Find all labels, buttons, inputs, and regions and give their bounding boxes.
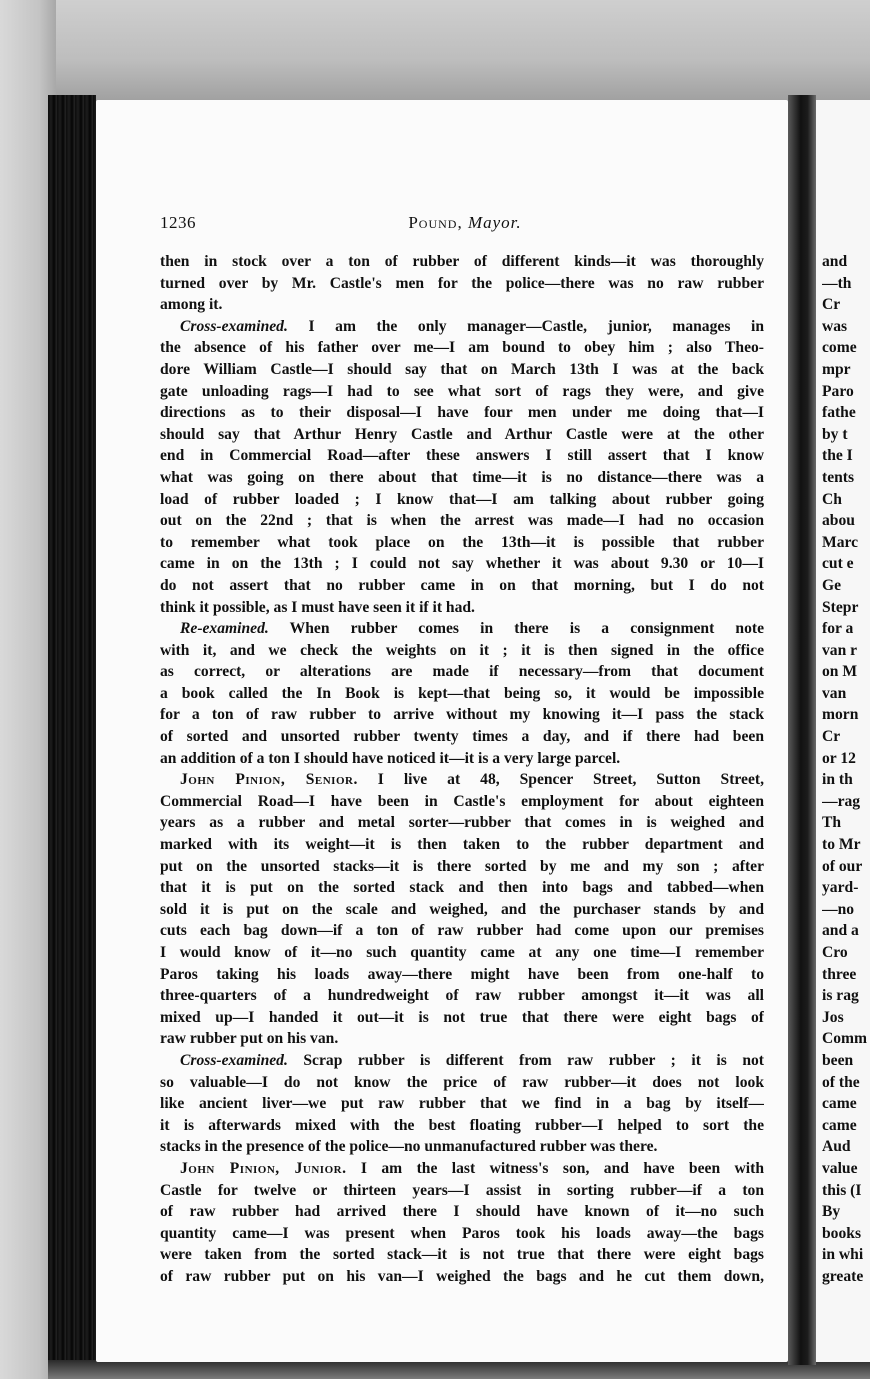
- right-page-line: By: [822, 1203, 841, 1221]
- text-line: [160, 316, 764, 338]
- text-line: [160, 424, 764, 446]
- right-page-line: Jos: [822, 1008, 844, 1026]
- section-lead: Re-examined.: [180, 620, 269, 638]
- right-page-line: —th: [822, 274, 852, 292]
- line-text: dore William Castle—I should say that on March 13th I was at the back: [160, 360, 764, 378]
- text-line: [160, 294, 764, 316]
- line-text: among it.: [160, 296, 223, 314]
- line-text: Scrap rubber is different from raw rubber ; it is not: [287, 1051, 764, 1069]
- line-text: cuts each bag down—if a ton of raw rubber had come upon our premises: [160, 922, 764, 940]
- right-page-line: books: [822, 1224, 862, 1242]
- left-page: [96, 100, 788, 1362]
- line-text: an addition of a ton I should have noticed it—it is a very large parcel.: [160, 749, 621, 767]
- line-text: out on the 22nd ; that is when the arrest was made—I had no occasion: [160, 512, 764, 530]
- text-line: [160, 920, 764, 942]
- right-page-line: and a: [822, 922, 859, 940]
- line-text: stacks in the presence of the police—no unmanufactured rubber was there.: [160, 1138, 658, 1156]
- line-text: directions as to their disposal—I have four men under me doing that—I: [160, 404, 764, 422]
- right-page-text: [822, 251, 870, 1288]
- line-text: to remember what took place on the 13th—it is possible that rubber: [160, 533, 764, 551]
- text-line: [160, 597, 764, 619]
- right-page-line: Ch: [822, 490, 842, 508]
- right-page-line: fathe: [822, 404, 856, 422]
- text-line: [160, 1158, 764, 1180]
- text-line: [160, 1028, 764, 1050]
- line-text: the absence of his father over me—I am bound to obey him ; also Theo-: [160, 339, 764, 357]
- right-page-line: Cro: [822, 944, 848, 961]
- witness-name: John Pinion, Junior.: [180, 1159, 347, 1177]
- right-page-line: and: [822, 253, 848, 270]
- text-line: [160, 704, 764, 726]
- line-text: marked with its weight—it is then taken to the rubber department and: [160, 836, 764, 854]
- right-page-line: Th: [822, 814, 842, 832]
- right-page-line: van: [822, 684, 847, 702]
- text-line: [160, 337, 764, 359]
- text-line: [160, 575, 764, 597]
- text-line: [160, 1050, 764, 1072]
- line-text: quantity came—I was present when Paros took his loads away—the bags: [160, 1224, 764, 1242]
- text-line: [160, 1266, 764, 1288]
- line-text: I am the last witness's son, and have been with: [346, 1159, 764, 1177]
- text-line: [160, 877, 764, 899]
- right-page-line: van r: [822, 641, 858, 659]
- line-text: end in Commercial Road—after these answers I still assert that I know: [160, 447, 764, 465]
- text-line: [160, 748, 764, 770]
- right-page-line: this (I: [822, 1181, 862, 1199]
- right-page-line: Ge: [822, 576, 842, 594]
- line-text: came in on the 13th ; I could not say whether it was about 9.30 or 10—I: [160, 555, 764, 573]
- text-line: [160, 532, 764, 554]
- right-page-line: Cr: [822, 728, 841, 746]
- right-page-line: was: [822, 317, 848, 335]
- line-text: When rubber comes in there is a consignment note: [268, 620, 764, 638]
- line-text: a book called the In Book is kept—that being so, it would be impossible: [160, 684, 764, 702]
- right-page-line: of the: [822, 1073, 860, 1091]
- line-text: I would know of it—no such quantity came at any one time—I remember: [160, 944, 764, 961]
- line-text: load of rubber loaded ; I know that—I am talking about rubber going: [160, 490, 764, 508]
- line-text: three-quarters of a hundredweight of raw rubber amongst it—it was all: [160, 987, 764, 1005]
- right-page-line: Stepr: [822, 598, 859, 616]
- right-page-line: came: [822, 1095, 857, 1113]
- right-page-line: value: [822, 1159, 858, 1177]
- text-line: [160, 683, 764, 705]
- text-line: [160, 834, 764, 856]
- right-page-line: three: [822, 965, 857, 983]
- right-page-line: tents: [822, 468, 855, 486]
- page-number: 1236: [160, 213, 196, 232]
- line-text: it is afterwards mixed with the best floating rubber—I helped to sort the: [160, 1116, 764, 1134]
- text-line: [160, 445, 764, 467]
- line-text: of raw rubber put on his van—I weighed the bags and he cut them down,: [160, 1267, 764, 1285]
- text-line: [160, 985, 764, 1007]
- text-line: [160, 1007, 764, 1029]
- line-text: then in stock over a ton of rubber of different kinds—it was thoroughly: [160, 253, 764, 270]
- right-page-line: Paro: [822, 382, 854, 400]
- line-text: I live at 48, Spencer Street, Sutton Street,: [357, 771, 764, 789]
- line-text: with it, and we check the weights on it ; it is then signed in the office: [160, 641, 764, 659]
- page-header: [160, 213, 770, 243]
- text-line: [160, 1180, 764, 1202]
- line-text: do not assert that no rubber came in on that morning, but I do not: [160, 576, 764, 594]
- text-line: [160, 381, 764, 403]
- text-line: [160, 273, 764, 295]
- line-text: were taken from the sorted stack—it is not true that there were eight bags: [160, 1246, 764, 1264]
- section-lead: Cross-examined.: [180, 1051, 288, 1069]
- text-line: [160, 1072, 764, 1094]
- line-text: Castle for twelve or thirteen years—I assist in sorting rubber—if a ton: [160, 1181, 764, 1199]
- right-page-line: cut e: [822, 555, 854, 573]
- right-page-line: for a: [822, 620, 854, 638]
- right-page-line: to Mr: [822, 836, 861, 854]
- line-text: for a ton of raw rubber to arrive without my knowing it—I pass the stack: [160, 706, 764, 724]
- running-head: [160, 213, 770, 233]
- text-line: [160, 1115, 764, 1137]
- running-head-name: Pound,: [408, 213, 463, 232]
- right-page-line: yard-: [822, 879, 859, 897]
- right-page-line: morn: [822, 706, 859, 724]
- section-lead: Cross-examined.: [180, 317, 288, 335]
- text-line: [160, 899, 764, 921]
- running-head-title: Mayor.: [467, 213, 522, 232]
- line-text: turned over by Mr. Castle's men for the police—there was no raw rubber: [160, 274, 764, 292]
- right-page-line: mpr: [822, 360, 851, 378]
- line-text: as correct, or alterations are made if necessary—from that document: [160, 663, 764, 681]
- right-page-line: in th: [822, 771, 853, 789]
- text-line: [160, 769, 764, 791]
- text-line: [160, 618, 764, 640]
- right-page-line: been: [822, 1051, 854, 1069]
- right-page-line: —rag: [822, 792, 861, 810]
- right-page-line: come: [822, 339, 857, 357]
- text-line: [160, 1244, 764, 1266]
- line-text: years as a rubber and metal sorter—rubber that comes in is weighed and: [160, 814, 764, 832]
- text-line: [160, 553, 764, 575]
- right-page-line: Cr: [822, 296, 841, 314]
- line-text: of sorted and unsorted rubber twenty times a day, and if there had been: [160, 728, 764, 746]
- line-text: think it possible, as I must have seen it if it had.: [160, 598, 475, 616]
- right-page-line: —no: [822, 900, 855, 918]
- right-page-line: is rag: [822, 987, 859, 1005]
- text-line: [160, 1093, 764, 1115]
- line-text: gate unloading rags—I had to see what sort of rags they were, and give: [160, 382, 764, 400]
- line-text: Paros taking his loads away—there might have been from one-half to: [160, 965, 764, 983]
- text-line: [160, 964, 764, 986]
- text-line: [160, 726, 764, 748]
- text-line: [160, 402, 764, 424]
- line-text: Commercial Road—I have been in Castle's employment for about eighteen: [160, 792, 764, 810]
- book-spine-edge: [48, 95, 96, 1365]
- right-page-line: Comm: [822, 1030, 868, 1048]
- text-line: [160, 489, 764, 511]
- text-line: [160, 791, 764, 813]
- scan-background-top: [0, 0, 870, 110]
- book-bottom-edge: [48, 1360, 870, 1379]
- line-text: so valuable—I do not know the price of raw rubber—it does not look: [160, 1073, 764, 1091]
- right-page-line: the I: [822, 447, 853, 465]
- right-page-line: greate: [822, 1267, 864, 1285]
- line-text: raw rubber put on his van.: [160, 1030, 339, 1048]
- right-page-line: Marc: [822, 533, 859, 551]
- right-page-line: or 12: [822, 749, 856, 767]
- text-line: [160, 661, 764, 683]
- line-text: mixed up—I handed it out—it is not true that there were eight bags of: [160, 1008, 764, 1026]
- text-line: [160, 359, 764, 381]
- right-page-line: abou: [822, 512, 855, 530]
- line-text: that it is put on the sorted stack and then into bags and tabbed—when: [160, 879, 764, 897]
- line-text: I am the only manager—Castle, junior, manages in: [287, 317, 764, 335]
- right-page-line: in whi: [822, 1246, 864, 1264]
- line-text: what was going on there about that time—it is no distance—there was a: [160, 468, 764, 486]
- right-page-line: of our: [822, 857, 863, 875]
- line-text: put on the unsorted stacks—it is there sorted by me and my son ; after: [160, 857, 764, 875]
- right-page-fragment: [816, 100, 870, 1362]
- witness-name: John Pinion, Senior.: [180, 771, 358, 789]
- line-text: of raw rubber had arrived there I should have known of it—no such: [160, 1203, 764, 1221]
- right-page-line: on M: [822, 663, 858, 681]
- line-text: like ancient liver—we put raw rubber that we find in a bag by itself—: [160, 1095, 764, 1113]
- text-line: [160, 856, 764, 878]
- text-line: [160, 942, 764, 964]
- line-text: sold it is put on the scale and weighed, and the purchaser stands by and: [160, 900, 764, 918]
- text-line: [160, 510, 764, 532]
- right-page-line: Aud: [822, 1138, 851, 1156]
- page-body-text: [160, 251, 764, 1288]
- text-line: [160, 1201, 764, 1223]
- text-line: [160, 812, 764, 834]
- book-gutter: [788, 95, 816, 1365]
- text-line: [160, 1223, 764, 1245]
- right-page-line: by t: [822, 425, 848, 443]
- text-line: [160, 467, 764, 489]
- text-line: [160, 640, 764, 662]
- right-page-line: came: [822, 1116, 857, 1134]
- text-line: [160, 1136, 764, 1158]
- line-text: should say that Arthur Henry Castle and Arthur Castle were at the other: [160, 425, 764, 443]
- text-line: [160, 251, 764, 273]
